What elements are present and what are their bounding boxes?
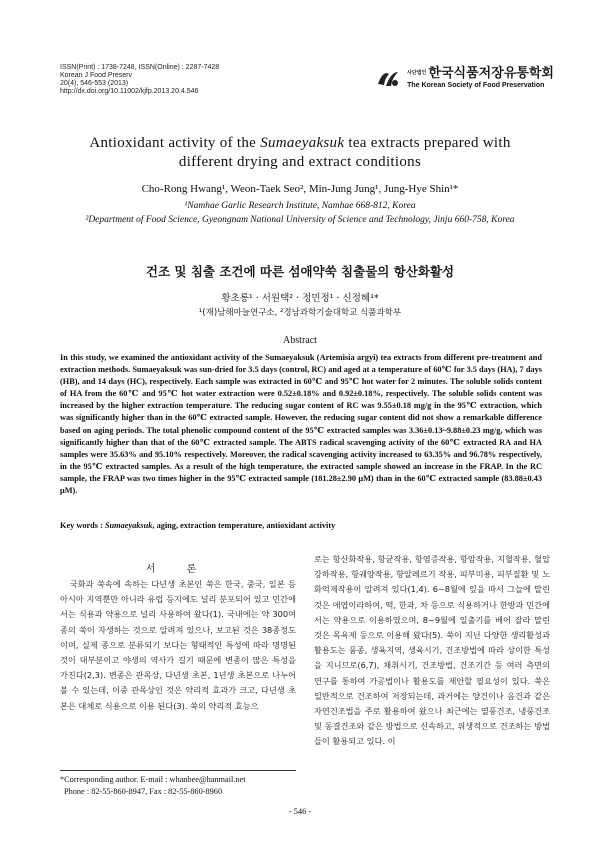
keywords xyxy=(60,521,542,530)
journal-name: Korean J Food Preserv xyxy=(60,72,132,79)
logo-english-name: The Korean Society of Food Preservation xyxy=(407,81,545,89)
correspondence-note xyxy=(60,774,246,798)
doi-link[interactable]: http://dx.doi.org/10.11002/kjfp.2013.20.4.546 xyxy=(60,88,199,95)
intro-right-column xyxy=(314,552,550,750)
intro-left-paragraph: 국화과 쑥속에 속하는 다년생 초본인 쑥은 한국, 중국, 일본 등 아시아 지역뿐만 아니라 유럽 등지에도 널리 분포되어 있고 민간에서는 식용과 약용으로 널리 사용하여 왔다(1). 국내에는 약 300여종의 쑥이 자생하는 것으로 알려져 있으나, 보고된 것은 38종정도 이며, 실제 종으로 분류되기 보다는 형태적인 특성에 따라 명명된 것이 대부분이고 야생의 역사가 길기 때문에 변종이 많은 특성을 가진다(2,3). 변종은 관목상, 다년생 초본, 1년생 초본으로 나누어 볼 수 있는데, 이중 관목상인 것은 약리적 효과가 크고, 다년생 초본은 대체로 식용으로 이용 된다(3). 쑥의 약리적 효능으 xyxy=(60,579,296,711)
korean-title: 건조 및 침출 조건에 따른 섬애약쑥 침출물의 항산화활성 xyxy=(145,264,455,279)
corresponding-phone: Phone : 82-55-860-8947, Fax : 82-55-860-8960 xyxy=(64,787,223,796)
author-list: Cho-Rong Hwang¹, Weon-Taek Seo², Min-Jung Jung¹, Jung-Hye Shin¹* xyxy=(141,183,459,195)
title-italic-term: Sumaeyaksuk xyxy=(260,135,345,151)
footnote-divider xyxy=(60,770,296,771)
abstract-text: In this study, we examined the antioxidant activity of the Sumaeyaksuk (Artemisia argyi) tea extracts from different pre-treatment and extraction methods. Sumaeyaksuk was sun-dried for 3.5 days (control, RC) and aged at a temperature of 60℃ for 3.5 days (HA), 7 days (HB), and 14 days (HC), respectively. Each sample was extracted in 60℃ and 95℃ hot water for 2 minutes. The soluble solids content of HA from the 60℃ and 95℃ hot water extraction were 0.52±0.18% and 0.92±0.18%, respectively. The soluble solids content was increased by the higher extraction temperature. The reducing sugar content of RC was 9.55±0.18 mg/g in the 95℃ extraction, which was significantly higher than in the 60℃ extracted sample. However, the reducing sugar content did not show a remarkable difference based on aging periods. The total phenolic compound content of the 95℃ extracted samples was 3.36±0.13~9.88±0.23 mg/g, which was significantly higher than that of the 60℃ extracted sample. The ABTS radical scavenging activity of the 60℃ extracted RA and HA samples were 35.63% and 95.10% respectively. Moreover, the radical scavenging activity increased to 63.35% and 96.78% respectively, in the 95℃ extracted samples. As a result of the high temperature, the extracted sample showed an increase in the FRAP. In the RC sample, the FRAP was two times higher in the 95℃ extracted sample (181.28±2.90 μM) than in the 60℃ extracted sample (83.88±0.43 μM). xyxy=(60,353,542,496)
affiliation-1: ¹Namhae Garlic Research Institute, Namhae 668-812, Korea xyxy=(184,201,416,211)
korean-affiliation: ¹(재)남해마늘연구소, ²경남과학기술대학교 식품과학부 xyxy=(198,308,402,318)
abstract-heading: Abstract xyxy=(283,335,317,346)
paper-title: Antioxidant activity of the Sumaeyaksuk tea extracts prepared with different drying and extract conditions xyxy=(89,135,511,170)
journal-header xyxy=(60,64,219,96)
corresponding-email: *Corresponding author. E-mail : whanbee@hanmail.net xyxy=(60,775,246,784)
intro-right-paragraph: 로는 항산화작용, 항균작용, 항염증작용, 항암작용, 지혈작용, 혈압강하작용, 항궤양작용, 항알레르기 작용, 피부미용, 피부질환 및 노화억제작용이 알려져 있다(1,4). 6~8월에 잎을 따서 그늘에 말린 것은 애엽이라하여, 떡, 한과, 차 등으로 식용하거나 한방과 민간에서는 약용으로 이용하였으며, 8~9월에 일출기를 베어 잘라 말린 것은 목욕제 등으로 이용해 왔다(5). 쑥이 지닌 다양한 생리활성과 활용도는 품종, 생육지역, 생육시기, 건조방법에 따라 상이한 특성을 지니므로(6,7), 채취시기, 건조방법, 건조기간 등 여러 측면의 연구를 통하여 가공법이나 활용도를 제안할 필요성이 있다. 쑥은 일반적으로 건조하여 저장되는데, 과거에는 양건이나 음건과 같은 자연건조법을 주로 활용하여 왔으나 최근에는 열풍건조, 냉풍건조 및 동결건조와 같은 방법으로 신속하고, 위생적으로 건조하는 방법들이 활용되고 있다. 이 xyxy=(314,554,550,747)
page-number: - 546 - xyxy=(288,806,312,816)
issn-line: ISSN(Print) : 1738-7248, ISSN(Online) : 2287-7428 xyxy=(60,64,220,71)
affiliation-2: ²Department of Food Science, Gyeongnam National University of Science and Technology, Jinju 660-758, Korea xyxy=(85,215,515,225)
introduction-heading: 서 론 xyxy=(145,564,211,575)
intro-left-column xyxy=(60,577,296,714)
keywords-italic: Sumaeyaksuk xyxy=(104,521,153,530)
keywords-label: Key words : xyxy=(60,521,105,530)
keywords-rest: , aging, extraction temperature, antioxidant activity xyxy=(152,521,336,530)
logo-korean-name: 한국식품저장유통학회 xyxy=(428,65,554,81)
society-emblem-icon xyxy=(375,66,401,90)
korean-authors: 황초롱¹ · 서원택² · 정민정¹ · 신정혜¹* xyxy=(221,293,379,304)
logo-small-label: 사단법인 xyxy=(407,69,427,76)
society-logo xyxy=(375,66,554,90)
volume-line: 20(4), 546-553 (2013) xyxy=(60,80,129,87)
